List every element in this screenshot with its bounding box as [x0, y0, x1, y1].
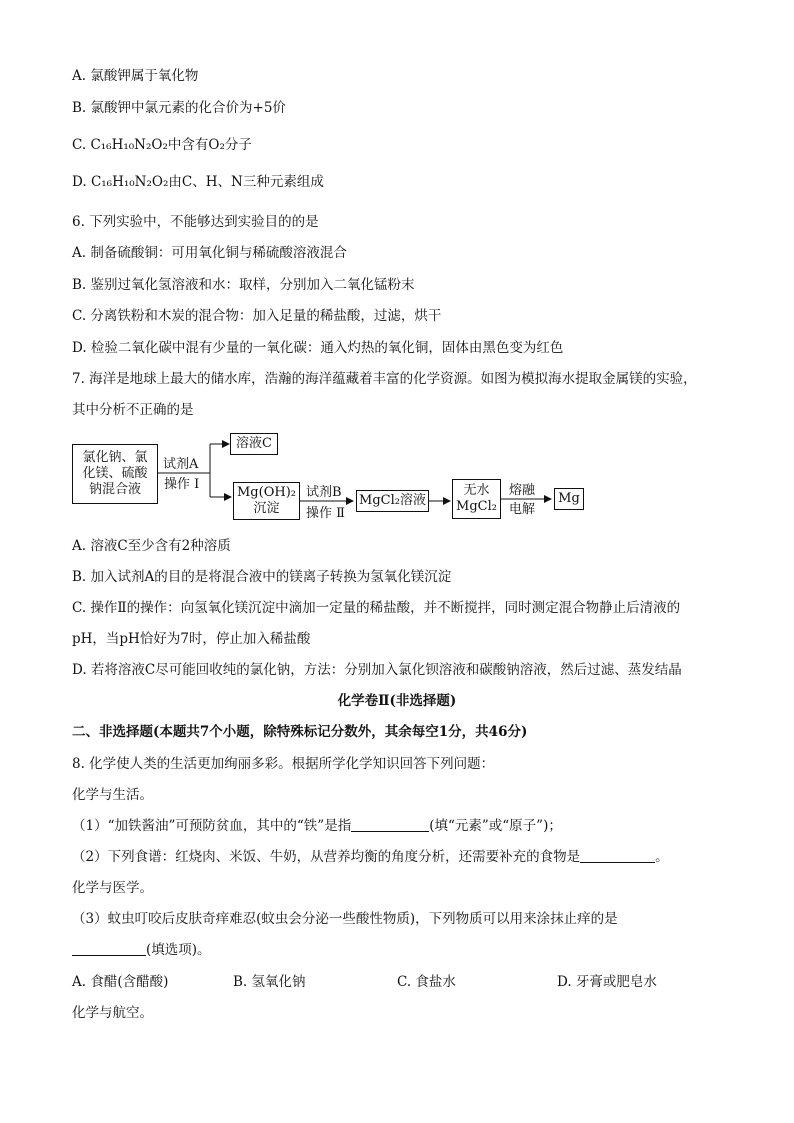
reagent-b-label: 试剂B [306, 485, 342, 500]
q6-option-d: D. 检验二氧化碳中混有少量的一氧化碳：通入灼热的氧化铜，固体由黑色变为红色 [72, 340, 564, 356]
q8-stem: 8. 化学使人类的生活更加绚丽多彩。根据所学化学知识回答下列问题： [72, 756, 495, 772]
operation-2-label: 操作 Ⅱ [306, 506, 345, 521]
part2-title: 化学卷Ⅱ(非选择题) [337, 693, 457, 709]
melt-label: 熔融 [509, 483, 536, 498]
anhydrous-label: 无水 [463, 483, 490, 498]
q8-option-d: D. 牙膏或肥皂水 [557, 974, 657, 990]
formula: C₁₆H₁₀N₂O₂ [90, 174, 169, 190]
q7-option-c-line1: C. 操作Ⅱ的操作：向氢氧化镁沉淀中滴加一定量的稀盐酸，并不断搅拌，同时测定混合物静止后清液的 [72, 600, 681, 616]
precipitate-label: 沉淀 [253, 501, 280, 516]
q7-option-d: D. 若将溶液C尽可能回收纯的氯化钠，方法：分别加入氯化钡溶液和碳酸钠溶液，然后过滤、蒸发结晶 [72, 662, 682, 678]
q8-sub3-line1: （3）蚊虫叮咬后皮肤奇痒难忍(蚊虫会分泌一些酸性物质)，下列物质可以用来涂抹止痒的是 [72, 911, 618, 927]
q8-option-a: A. 食醋(含醋酸) [72, 974, 169, 990]
q8-sub3-line2 [72, 941, 211, 959]
q5-option-a: A. 氯酸钾属于氧化物 [72, 68, 199, 84]
q8-medicine-heading: 化学与医学。 [72, 880, 153, 896]
q8-sub1 [72, 817, 562, 835]
q5-option-b: B. 氯酸钾中氯元素的化合价为+5价 [72, 100, 286, 116]
answer-blank-2[interactable] [580, 848, 655, 863]
sub2-end: 。 [655, 849, 669, 865]
anhydrous-mgcl2-box [452, 479, 501, 519]
q8-sub2 [72, 848, 669, 866]
q7-stem-line1: 7. 海洋是地球上最大的储水库，浩瀚的海洋蕴藏着丰富的化学资源。如图为模拟海水提取金属镁的实验， [72, 371, 697, 387]
q8-option-b: B. 氢氧化钠 [233, 974, 306, 990]
solution-c-box: 溶液C [230, 433, 278, 455]
q8-life-heading: 化学与生活。 [72, 787, 153, 803]
q6-option-b: B. 鉴别过氧化氢溶液和水：取样，分别加入二氧化锰粉末 [72, 277, 415, 293]
q6-stem: 6. 下列实验中，不能够达到实验目的的是 [72, 214, 319, 230]
sub1-text: （1）“加铁酱油”可预防贫血，其中的“铁”是指 [72, 818, 352, 834]
q8-aviation-heading: 化学与航空。 [72, 1005, 153, 1021]
mg-box: Mg [554, 488, 584, 510]
q7-option-a: A. 溶液C至少含有2种溶质 [72, 538, 231, 554]
mixture-line3: 钠混合液 [88, 482, 141, 497]
option-text: 由C、H、N三种元素组成 [168, 174, 324, 190]
q8-option-c: C. 食盐水 [397, 974, 456, 990]
option-letter: C. [72, 137, 91, 153]
q6-option-a: A. 制备硫酸铜：可用氧化铜与稀硫酸溶液混合 [72, 245, 347, 261]
sub2-text: （2）下列食谱：红烧肉、米饭、牛奶，从营养均衡的角度分析，还需要补充的食物是 [72, 849, 581, 865]
operation-1-label: 操作 Ⅰ [164, 477, 200, 492]
mixture-box [72, 444, 158, 504]
mgcl2-formula: MgCl₂ [456, 499, 497, 514]
formula: C₁₆H₁₀N₂O₂ [90, 137, 168, 153]
option-text: 中含有O₂分子 [167, 137, 252, 153]
q6-option-c: C. 分离铁粉和木炭的混合物：加入足量的稀盐酸，过滤，烘干 [72, 308, 442, 324]
mixture-line1: 氯化钠、氯 [82, 450, 148, 465]
section-heading: 二、非选择题(本题共7个小题，除特殊标记分数外，其余每空1分，共46分) [72, 724, 528, 740]
q7-option-b: B. 加入试剂A的目的是将混合液中的镁离子转换为氢氧化镁沉淀 [72, 569, 452, 585]
electrolysis-label: 电解 [509, 502, 536, 517]
answer-blank-1[interactable] [351, 817, 429, 832]
mixture-line2: 化镁、硫酸 [82, 466, 148, 481]
reagent-a-label: 试剂A [163, 457, 199, 472]
mgoh2-formula: Mg(OH)₂ [237, 485, 296, 500]
answer-blank-3[interactable] [72, 941, 146, 956]
q7-stem-line2: 其中分析不正确的是 [72, 402, 194, 418]
option-letter: D. [72, 174, 91, 190]
sub1-hint: (填“元素”或“原子”)； [429, 818, 562, 834]
sub3-hint: (填选项)。 [146, 942, 211, 958]
q7-option-c-line2: pH，当pH恰好为7时，停止加入稀盐酸 [72, 631, 311, 647]
mgcl2-solution-box: MgCl₂溶液 [356, 490, 429, 512]
mgoh2-box [233, 482, 300, 520]
